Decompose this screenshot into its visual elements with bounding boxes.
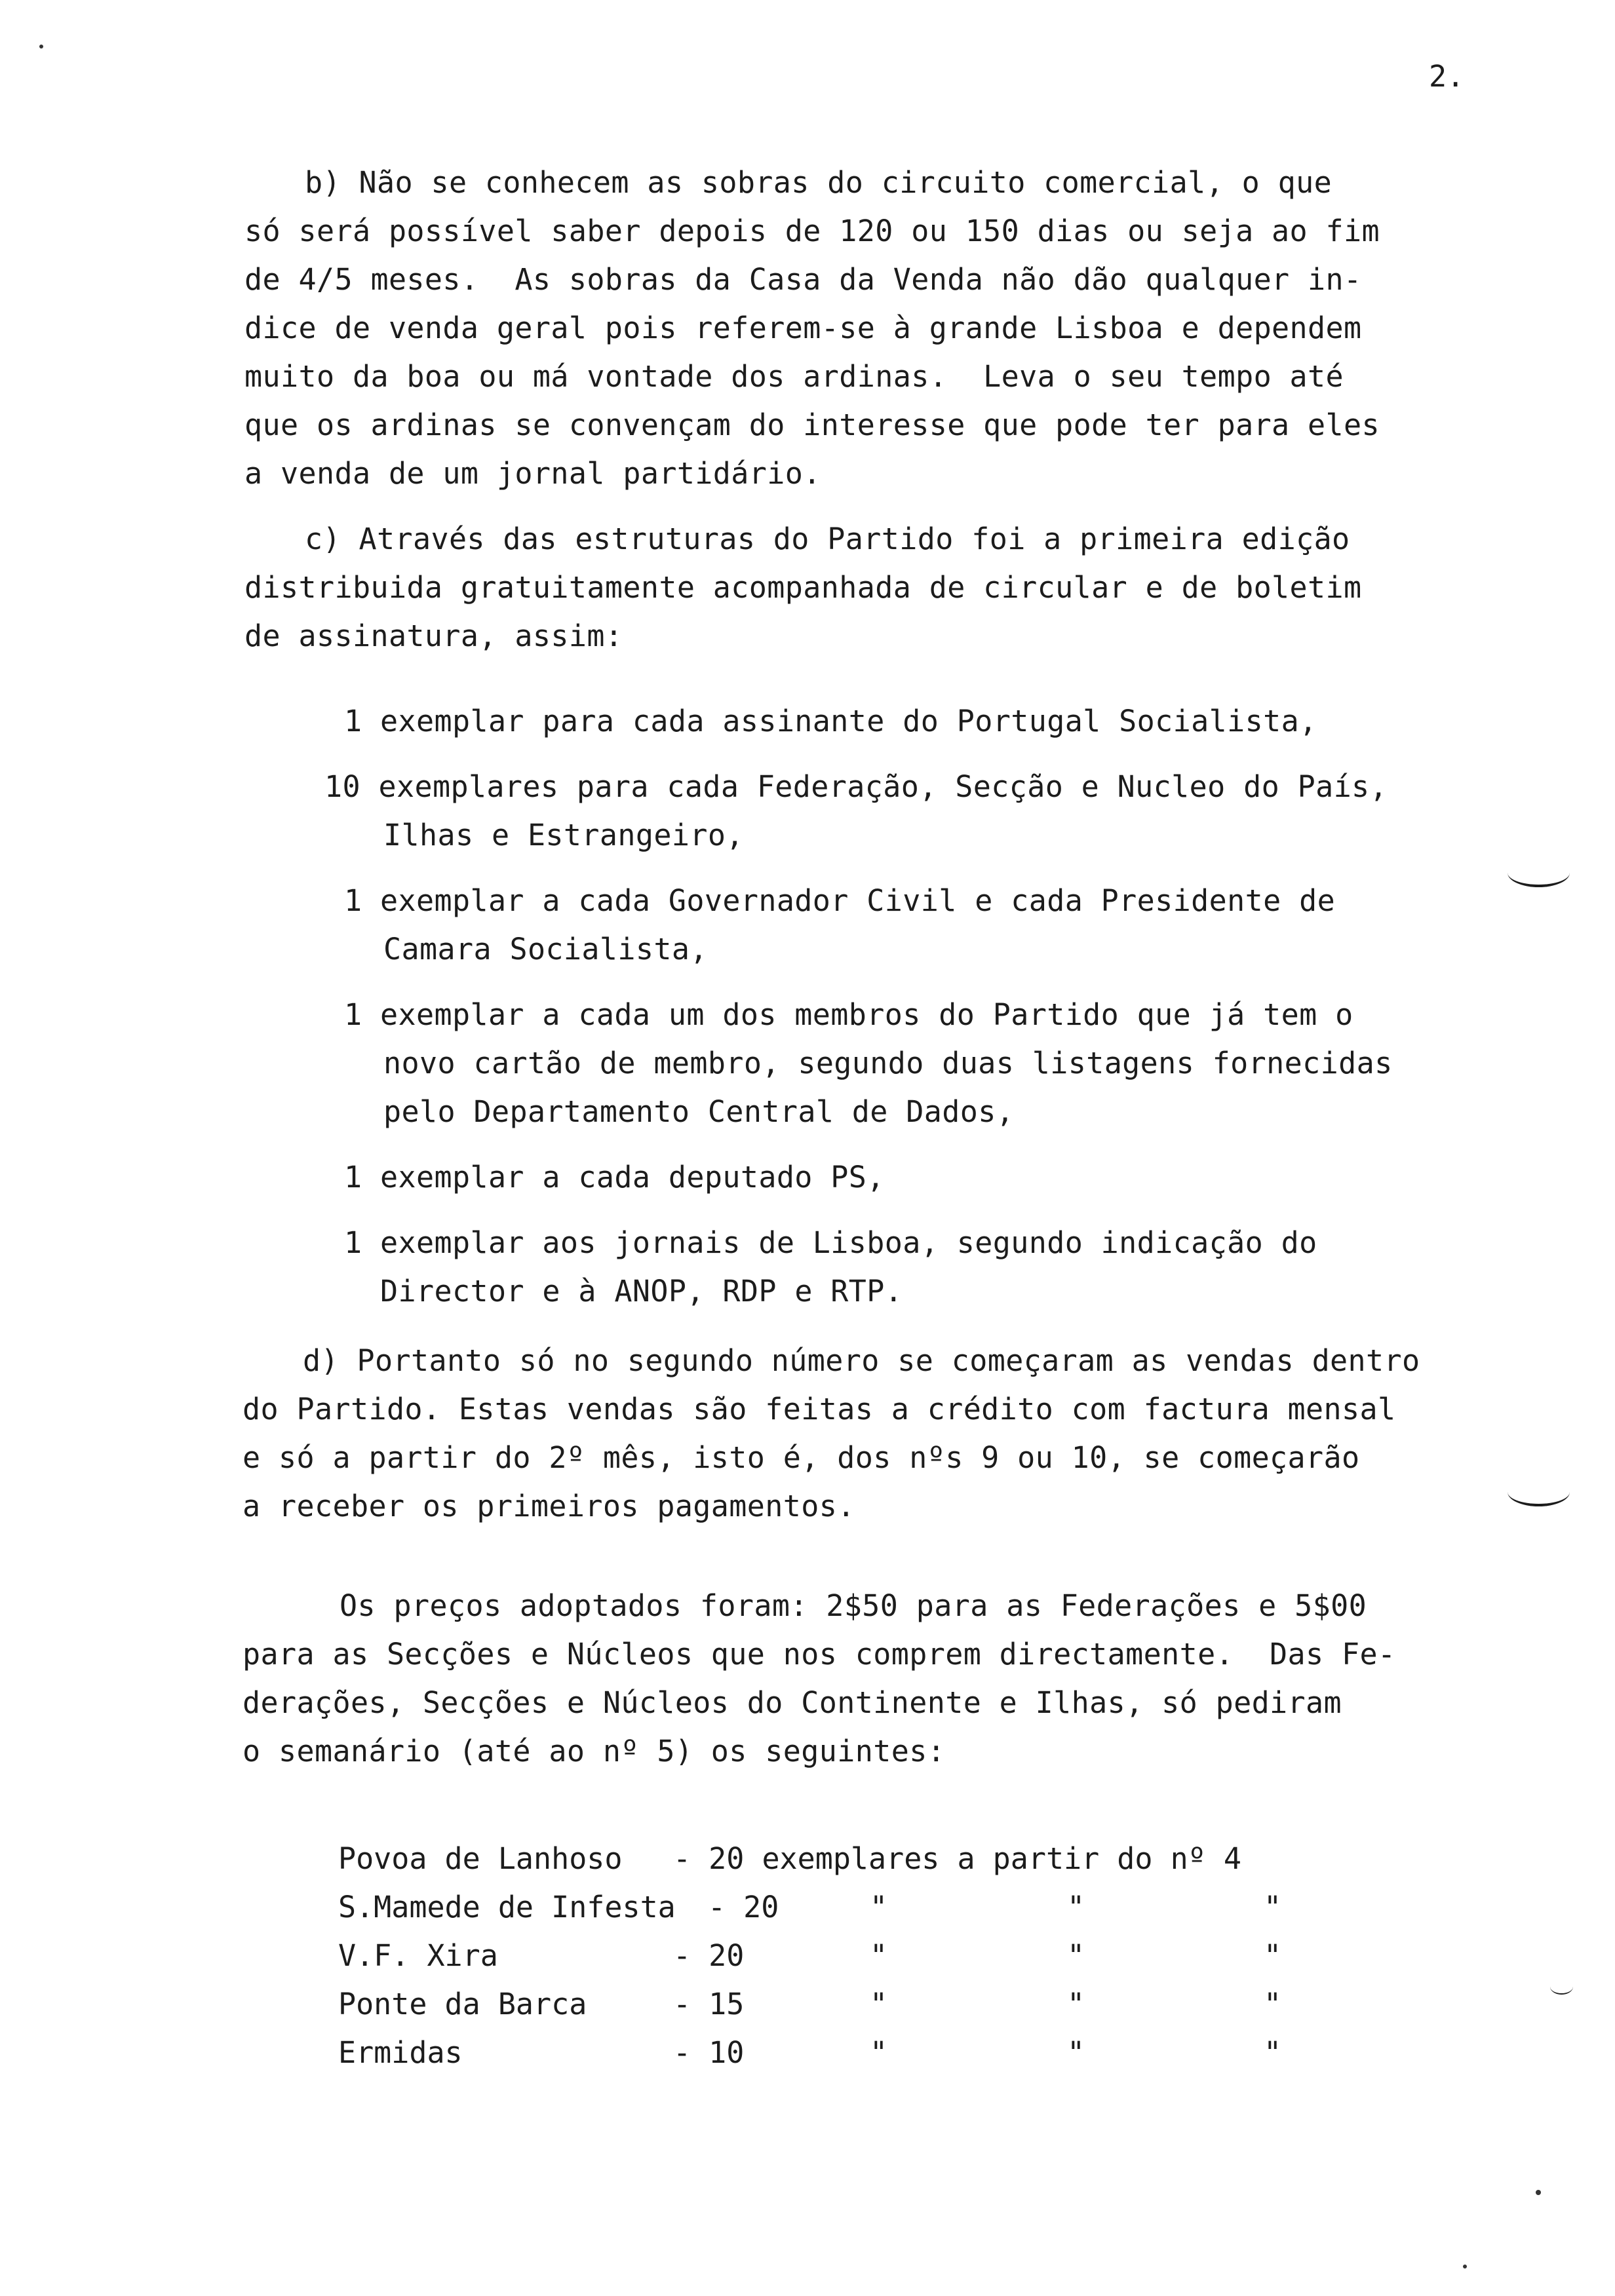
list-item-continuation: Director e à ANOP, RDP e RTP. (380, 1274, 903, 1309)
speck (1463, 2265, 1467, 2268)
paragraph-line: derações, Secções e Núcleos do Continente e Ilhas, só pediram (243, 1685, 1342, 1720)
paragraph-line: d) Portanto só no segundo número se começaram as vendas dentro (303, 1343, 1420, 1378)
list-item: 10 exemplares para cada Federação, Secção e Nucleo do País, (324, 769, 1388, 804)
table-cell-qty: - 20 (673, 1938, 745, 1973)
paragraph-line: o semanário (até ao nº 5) os seguintes: (243, 1734, 946, 1769)
table-cell-ditto: " (1264, 2035, 1282, 2070)
table-cell-ditto: " (1264, 1890, 1282, 1924)
table-cell-place: Ponte da Barca (338, 1987, 587, 2021)
paragraph-line: c) Através das estruturas do Partido foi a primeira edição (305, 522, 1350, 556)
paragraph-line: que os ardinas se convençam do interesse que pode ter para eles (244, 408, 1380, 442)
list-item: 1 exemplar a cada Governador Civil e cada Presidente de (344, 883, 1336, 918)
table-cell-qty: - 15 (673, 1987, 745, 2021)
table-cell-ditto: " (870, 1938, 888, 1973)
table-cell-ditto: " (1264, 1987, 1282, 2021)
paragraph-line: de 4/5 meses. As sobras da Casa da Venda não dão qualquer in- (244, 262, 1362, 297)
paragraph-line: do Partido. Estas vendas são feitas a crédito com factura mensal (243, 1392, 1396, 1426)
page-number: 2. (1429, 59, 1465, 94)
table-cell-ditto: " (870, 1890, 888, 1924)
table-cell-qty: - 10 (673, 2035, 745, 2070)
table-cell-ditto: " (1067, 1890, 1085, 1924)
table-cell-ditto: " (1264, 1938, 1282, 1973)
paragraph-line: Os preços adoptados foram: 2$50 para as Federações e 5$00 (340, 1588, 1367, 1623)
table-cell-ditto: " (870, 1987, 888, 2021)
paragraph-line: muito da boa ou má vontade dos ardinas. Leva o seu tempo até (244, 359, 1344, 394)
list-item-continuation: pelo Departamento Central de Dados, (383, 1094, 1015, 1129)
table-cell-ditto: " (1067, 1987, 1085, 2021)
list-item-continuation: Camara Socialista, (383, 932, 708, 966)
paragraph-line: b) Não se conhecem as sobras do circuito comercial, o que (305, 165, 1333, 200)
table-cell-place: Ermidas (338, 2035, 463, 2070)
list-item: 1 exemplar a cada deputado PS, (344, 1160, 885, 1195)
list-item-continuation: Ilhas e Estrangeiro, (383, 818, 744, 852)
list-item: 1 exemplar para cada assinante do Portugal Socialista, (344, 704, 1317, 738)
speck (39, 45, 43, 48)
table-cell-qty: - 20 exemplares a partir do nº 4 (673, 1841, 1241, 1876)
margin-mark (1508, 1478, 1570, 1506)
paragraph-line: dice de venda geral pois referem-se à grande Lisboa e dependem (244, 311, 1362, 345)
table-cell-place: Povoa de Lanhoso (338, 1841, 623, 1876)
table-cell-place: S.Mamede de Infesta (338, 1890, 676, 1924)
margin-mark (1550, 1979, 1573, 1995)
paragraph-line: a venda de um jornal partidário. (244, 456, 821, 491)
speck (1536, 2190, 1541, 2195)
paragraph-line: só será possível saber depois de 120 ou 150 dias ou seja ao fim (244, 214, 1380, 248)
table-cell-qty: - 20 (708, 1890, 779, 1924)
paragraph-line: a receber os primeiros pagamentos. (243, 1489, 855, 1523)
list-item: 1 exemplar a cada um dos membros do Partido que já tem o (344, 997, 1353, 1032)
list-item: 1 exemplar aos jornais de Lisboa, segundo indicação do (344, 1225, 1317, 1260)
paragraph-line: para as Secções e Núcleos que nos comprem directamente. Das Fe- (243, 1637, 1396, 1672)
paragraph-line: e só a partir do 2º mês, isto é, dos nºs 9 ou 10, se começarão (243, 1440, 1360, 1475)
paragraph-line: distribuida gratuitamente acompanhada de circular e de boletim (244, 570, 1362, 605)
table-cell-ditto: " (1067, 1938, 1085, 1973)
table-cell-place: V.F. Xira (338, 1938, 498, 1973)
table-cell-ditto: " (1067, 2035, 1085, 2070)
table-cell-ditto: " (870, 2035, 888, 2070)
paragraph-line: de assinatura, assim: (244, 619, 623, 653)
list-item-continuation: novo cartão de membro, segundo duas listagens fornecidas (383, 1046, 1393, 1081)
margin-mark (1508, 858, 1570, 887)
